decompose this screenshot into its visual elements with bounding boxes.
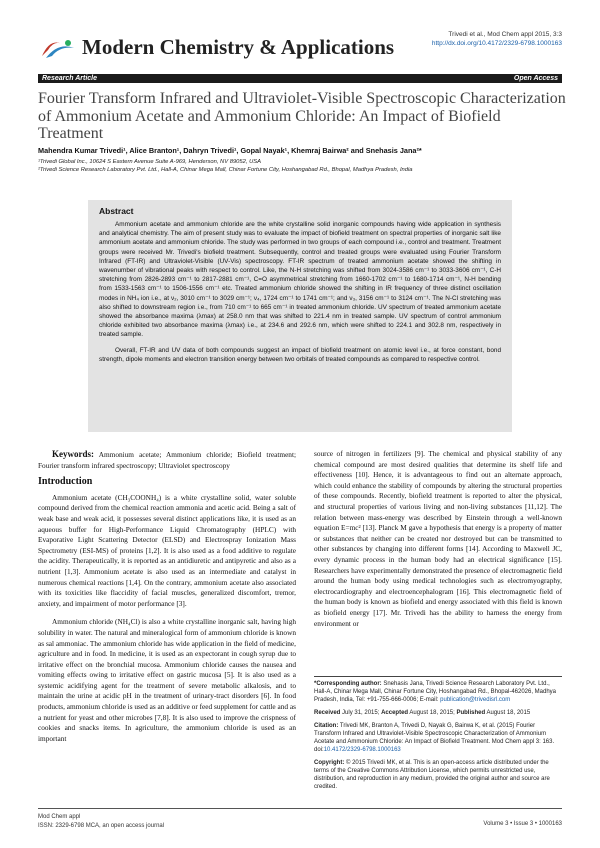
keywords-text: Ammonium acetate; Ammonium chloride; Biofield treatment; Fourier transform infrared spectroscopy; Ultraviolet spectroscopy — [38, 450, 297, 470]
footer-volume-issue: Volume 3 • Issue 3 • 1000163 — [483, 821, 562, 827]
right-column — [314, 449, 562, 629]
abstract-paragraph-1: Ammonium acetate and ammonium chloride are the white crystalline solid inorganic compounds having wide application in synthesis and analytical chemistry. The aim of present study was to evaluate the impact of biofield treatment on spectral properties of inorganic salt like ammonium acetate and ammonium chloride. The study was performed in two groups of each compound i.e., control and treatment. Treatment groups were received Mr. Trivedi's biofield treatment. Subsequently, control and treated groups were evaluated using Fourier Transform Infrared (FT-IR) and Ultraviolet-Visible (UV-Vis) spectroscopy. FT-IR spectrum of treated ammonium acetate showed the shifting in wavenumber of vibrational peaks with respect to control. Like, the N-H stretching was shifted from 3024-3586 cm⁻¹ to 3033-3606 cm⁻¹, C-H stretching from 2826-2893 cm⁻¹ to 2817-2881 cm⁻¹, C=O asymmetrical stretching from 1660-1702 cm⁻¹ to 1680-1714 cm⁻¹, N-H bending from 1533-1563 cm⁻¹ to 1506-1556 cm⁻¹ etc. Treated ammonium chloride showed the shifting in IR frequency of three distinct oscillation modes in NH₄ ion i.e., at ν₂, 3010 cm⁻¹ to 3029 cm⁻¹; ν₄, 1724 cm⁻¹ to 1741 cm⁻¹; and ν₃, 3156 cm⁻¹ to 3124 cm⁻¹. The N-Cl stretching was also shifted to downstream region i.e., from 710 cm⁻¹ to 665 cm⁻¹ in treated ammonium chloride. UV spectrum of treated ammonium acetate showed the absorbance maxima (λmax) at 258.0 nm that was shifted to 221.4 nm in treated sample. UV spectrum of control ammonium chloride exhibited two absorbance maxima (λmax) i.e., at 234.6 and 292.6 nm, which were shifted to 224.1 and 302.8 nm, respectively in treated sample. — [99, 221, 501, 339]
corresponding-author: *Corresponding author: Snehasis Jana, Trivedi Science Research Laboratory Pvt. Ltd., Hall-A, Chinar Mega Mall, Chinar Fortune City, Hoshangabad Rd., Bhopal-462026, Madhya Pradesh, India, Tel: +91-755-666-0006; E-mail: publication@trivedisrl.com — [314, 681, 557, 703]
article-type-bar — [38, 74, 562, 83]
abstract-heading: Abstract — [99, 206, 134, 216]
journal-name: Modern Chemistry & Applications — [82, 35, 395, 59]
intro-paragraph-1: Ammonium acetate (CH₃COONH₄) is a white crystalline solid, water soluble compound derived from the chemical reaction ammonia and acetic acid. Being a salt of weak base and weak acid, it possesses several distinct applications like, it is used as an aqueous buffer for High-Performance Liquid Chromatography (HPLC) with Evaporative Light Scattering Detector (ELSD) and Electrospray Ionization Mass Spectrometry (ESI-MS) of proteins [1,2]. It is also used as a food additive to regulate the acidity. Therapeutically, it is reported as an antidiuretic and antipyretic and also as a nutrient [1,3]. Ammonium acetate is also used as an intermediate and catalyst in numerous chemical reactions [1,4]. On the contrary, ammonium acetate also associated with its toxicities like flaccidity of facial muscles, generalized discomfort, tremor, anxiety, and impairment of motor performance [3]. — [38, 492, 296, 608]
info-divider — [314, 676, 562, 677]
header-citation — [432, 30, 562, 48]
article-type-label: Research Article — [42, 75, 97, 82]
open-access-label: Open Access — [513, 75, 558, 82]
abstract-box — [88, 200, 512, 432]
affiliation-1: ¹Trivedi Global Inc., 10624 S Eastern Avenue Suite A-969, Henderson, NV 89052, USA — [38, 159, 261, 165]
article-title: Fourier Transform Infrared and Ultraviolet-Visible Spectroscopic Characterization of Ammonium Acetate and Ammonium Chloride: An Impact of Biofield Treatment — [38, 90, 566, 142]
keywords — [38, 449, 296, 471]
affiliations — [38, 158, 568, 174]
introduction-heading: Introduction — [38, 476, 93, 488]
citation-doi-link[interactable]: 10.4172/2329-6798.1000163 — [323, 747, 401, 753]
citation-line: Trivedi et al., Mod Chem appl 2015, 3:3 — [448, 31, 562, 38]
footer-divider — [38, 808, 562, 809]
footer-issn: ISSN: 2329-6798 MCA, an open access journal — [38, 822, 165, 829]
affiliation-2: ²Trivedi Science Research Laboratory Pvt. Ltd., Hall-A, Chinar Mega Mall, Chinar Fortune City, Hoshangabad Rd., Bhopal, Madhya Pradesh, India — [38, 167, 413, 173]
citation: Citation: Trivedi MK, Branton A, Trivedi D, Nayak G, Bairwa K, et al. (2015) Fourier Transform Infrared and Ultraviolet-Visible Spectroscopic Characterization of Ammonium Acetate and Ammonium Chloride: An Impact of Biofield Treatment. Mod Chem appl 3: 163. doi:10.4172/2329-6798.1000163 — [314, 723, 555, 753]
abstract-paragraph-2: Overall, FT-IR and UV data of both compounds suggest an impact of biofield treatment on atomic level i.e., at force constant, bond strength, dipole moments and electron transition energy between two orbitals of treated compounds as compared to respective control. — [99, 346, 501, 363]
author-list: Mahendra Kumar Trivedi¹, Alice Branton¹, Dahryn Trivedi¹, Gopal Nayak¹, Khemraj Bairwa² and Snehasis Jana²* — [38, 146, 422, 155]
right-column-paragraph: source of nitrogen in fertilizers [9]. The chemical and physical stability of any chemical compound are most desired qualities that determine its shelf life and effectiveness [10]. Hence, it is advantageous to find out an alternate approach, which could enhance the stability of compounds by altering the structural properties of these compounds. Recently, biofield treatment is reported to alter the physical, and structural properties of various living and non-living substances [11,12]. The relation between mass-energy was described by Einstein through a well-known equation E=mc² [13]. Planck M gave a hypothesis that energy is a property of matter or substances that neither can be created nor destroyed but can be transmitted to other substances by changing into different forms [14]. According to Maxwell JC, every dynamic process in the human body had an electrical significance [15]. Researchers have experimentally demonstrated the presence of electromagnetic field around the human body using medical technologies such as electromyography, electrocardiography and electroencephalogram [16]. This electromagnetic field of the human body is known as biofield and energy associated with this field is known as biofield energy [17]. Mr. Trivedi has the ability to harness the energy from environment or — [314, 449, 562, 628]
article-info — [314, 680, 562, 796]
journal-logo-icon — [38, 36, 78, 60]
email-link[interactable]: publication@trivedisrl.com — [440, 697, 511, 703]
doi-link[interactable]: http://dx.doi.org/10.4172/2329-6798.1000163 — [431, 40, 562, 47]
keywords-label: Keywords: — [52, 449, 94, 459]
left-column — [38, 449, 296, 744]
copyright: Copyright: © 2015 Trivedi MK, et al. This is an open-access article distributed under the terms of the Creative Commons Attribution License, which permits unrestricted use, distribution, and reproduction in any medium, provided the original author and source are credited. — [314, 760, 550, 790]
footer-left — [38, 813, 164, 830]
dates: Received July 31, 2015; Accepted August 18, 2015; Published August 18, 2015 — [314, 710, 531, 716]
intro-paragraph-2: Ammonium chloride (NH₄Cl) is also a white crystalline inorganic salt, having high solubility in water. The natural and mineralogical form of ammonium chloride is known as sal ammoniac. The ammonium chloride has wide application in the field of medicine, agriculture and in food. In medicine, it is used as an expectorant in cough syrup due to irritative effect on the bronchial mucosa. Ammonium chloride causes the nausea and vomiting effects owing to irritative effect on gastric mucosa [5]. It is also used as a systemic acidifying agent for the treatment of severe metabolic alkalosis, and to maintain the urine at acidic pH in the treatment of urinary-tract disorders [6]. In food products, ammonium chloride is used as an additive or feed supplement for cattle and as a nutrient for yeast and other microbes [7,8]. It is also used to improve the crispness of cookies and snacks items. In agriculture, the ammonium chloride is used as an important — [38, 617, 296, 743]
footer-journal-short: Mod Chem appl — [38, 814, 81, 820]
